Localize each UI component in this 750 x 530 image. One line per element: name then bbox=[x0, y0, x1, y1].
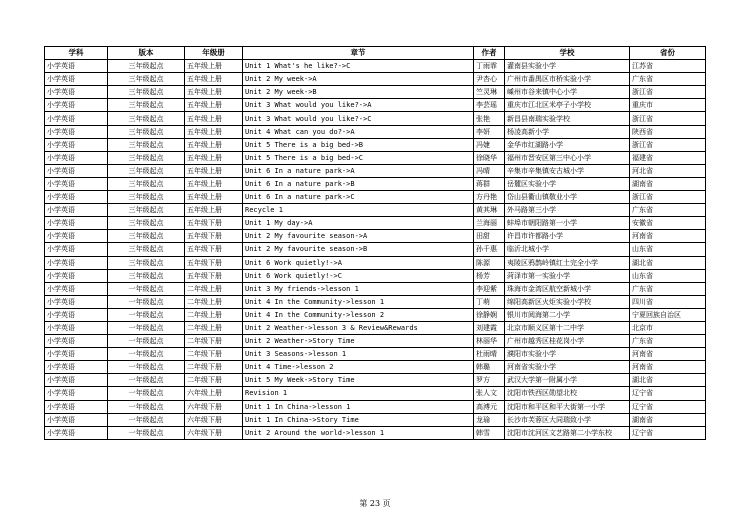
chapter-cell: Unit 3 My friends->lesson 1 bbox=[243, 282, 474, 295]
province-cell: 重庆市 bbox=[630, 99, 706, 112]
school-cell: 银川市阅海第二小学 bbox=[505, 308, 630, 321]
table-row bbox=[45, 99, 706, 112]
subject-cell: 小学英语 bbox=[45, 295, 108, 308]
subject-cell: 小学英语 bbox=[45, 99, 108, 112]
province-cell: 湖南省 bbox=[630, 177, 706, 190]
page-number: 第 23 页 bbox=[359, 499, 391, 508]
author-cell: 冯婕 bbox=[474, 138, 505, 151]
edition-cell: 一年级起点 bbox=[108, 335, 185, 348]
author-cell: 孙千惠 bbox=[474, 243, 505, 256]
subject-cell: 小学英语 bbox=[45, 361, 108, 374]
school-cell: 濮阳市实验小学 bbox=[505, 348, 630, 361]
province-cell: 山东省 bbox=[630, 243, 706, 256]
table-row bbox=[45, 177, 706, 190]
author-cell: 冯晴 bbox=[474, 164, 505, 177]
grade-volume-cell: 五年级上册 bbox=[185, 99, 243, 112]
school-cell: 沈阳市铁西区勋望北校 bbox=[505, 387, 630, 400]
edition-cell: 一年级起点 bbox=[108, 308, 185, 321]
province-cell: 辽宁省 bbox=[630, 387, 706, 400]
grade-volume-cell: 六年级上册 bbox=[185, 387, 243, 400]
author-cell: 刘建霞 bbox=[474, 321, 505, 334]
edition-cell: 三年级起点 bbox=[108, 125, 185, 138]
author-cell: 张艳 bbox=[474, 112, 505, 125]
table-row bbox=[45, 335, 706, 348]
province-cell: 河南省 bbox=[630, 348, 706, 361]
author-cell: 韩璐 bbox=[474, 361, 505, 374]
chapter-cell: Unit 1 In China->lesson 1 bbox=[243, 400, 474, 413]
subject-cell: 小学英语 bbox=[45, 426, 108, 439]
province-cell: 安徽省 bbox=[630, 217, 706, 230]
grade-volume-cell: 二年级上册 bbox=[185, 308, 243, 321]
chapter-cell: Unit 4 Time->lesson 2 bbox=[243, 361, 474, 374]
chapter-cell: Unit 5 There is a big bed->B bbox=[243, 138, 474, 151]
province-cell: 广东省 bbox=[630, 73, 706, 86]
school-cell: 珠海市金湾区航空新城小学 bbox=[505, 282, 630, 295]
subject-cell: 小学英语 bbox=[45, 321, 108, 334]
school-cell: 广州市番禺区市桥实验小学 bbox=[505, 73, 630, 86]
grade-volume-cell: 二年级下册 bbox=[185, 348, 243, 361]
author-cell: 竺灵琳 bbox=[474, 86, 505, 99]
table-row bbox=[45, 348, 706, 361]
table-row bbox=[45, 151, 706, 164]
grade-volume-cell: 五年级下册 bbox=[185, 269, 243, 282]
school-cell: 辛集市辛集镇安古城小学 bbox=[505, 164, 630, 177]
edition-cell: 三年级起点 bbox=[108, 217, 185, 230]
table-row bbox=[45, 164, 706, 177]
author-cell: 李妍 bbox=[474, 125, 505, 138]
province-cell: 湖南省 bbox=[630, 413, 706, 426]
edition-cell: 一年级起点 bbox=[108, 413, 185, 426]
subject-cell: 小学英语 bbox=[45, 348, 108, 361]
grade-volume-cell: 五年级上册 bbox=[185, 177, 243, 190]
header-grade-volume: 年级册 bbox=[185, 47, 243, 60]
grade-volume-cell: 六年级下册 bbox=[185, 413, 243, 426]
grade-volume-cell: 二年级上册 bbox=[185, 321, 243, 334]
edition-cell: 三年级起点 bbox=[108, 177, 185, 190]
edition-cell: 一年级起点 bbox=[108, 426, 185, 439]
province-cell: 北京市 bbox=[630, 321, 706, 334]
subject-cell: 小学英语 bbox=[45, 164, 108, 177]
province-cell: 广东省 bbox=[630, 282, 706, 295]
author-cell: 杜雨晴 bbox=[474, 348, 505, 361]
school-cell: 岱山县衢山镇敬业小学 bbox=[505, 191, 630, 204]
grade-volume-cell: 二年级上册 bbox=[185, 282, 243, 295]
table-row bbox=[45, 374, 706, 387]
edition-cell: 三年级起点 bbox=[108, 256, 185, 269]
edition-cell: 一年级起点 bbox=[108, 400, 185, 413]
table-row bbox=[45, 295, 706, 308]
table-row bbox=[45, 138, 706, 151]
author-cell: 黄其琳 bbox=[474, 204, 505, 217]
chapter-cell: Unit 1 My day->A bbox=[243, 217, 474, 230]
chapter-cell: Unit 2 My week->B bbox=[243, 86, 474, 99]
school-cell: 临沂北城小学 bbox=[505, 243, 630, 256]
table-row bbox=[45, 230, 706, 243]
header-edition: 版本 bbox=[108, 47, 185, 60]
records-table bbox=[44, 46, 706, 440]
school-cell: 新昌县南瑞实验学校 bbox=[505, 112, 630, 125]
edition-cell: 三年级起点 bbox=[108, 269, 185, 282]
school-cell: 长沙市芙蓉区大同瑞致小学 bbox=[505, 413, 630, 426]
chapter-cell: Unit 6 In a nature park->C bbox=[243, 191, 474, 204]
edition-cell: 一年级起点 bbox=[108, 321, 185, 334]
school-cell: 夷陵区鸦鹊岭镇红土完全小学 bbox=[505, 256, 630, 269]
school-cell: 沈阳市和平区和平大街第一小学 bbox=[505, 400, 630, 413]
author-cell: 杨芳 bbox=[474, 269, 505, 282]
subject-cell: 小学英语 bbox=[45, 60, 108, 73]
grade-volume-cell: 五年级上册 bbox=[185, 112, 243, 125]
chapter-cell: Unit 2 Weather->lesson 3 & Review&Rewards bbox=[243, 321, 474, 334]
author-cell: 徐静娴 bbox=[474, 308, 505, 321]
chapter-cell: Unit 1 In China->Story Time bbox=[243, 413, 474, 426]
edition-cell: 三年级起点 bbox=[108, 99, 185, 112]
subject-cell: 小学英语 bbox=[45, 269, 108, 282]
grade-volume-cell: 五年级上册 bbox=[185, 204, 243, 217]
chapter-cell: Unit 6 In a nature park->A bbox=[243, 164, 474, 177]
chapter-cell: Unit 6 Work quietly!->C bbox=[243, 269, 474, 282]
grade-volume-cell: 五年级下册 bbox=[185, 230, 243, 243]
table-row bbox=[45, 282, 706, 295]
author-cell: 蒋群 bbox=[474, 177, 505, 190]
edition-cell: 三年级起点 bbox=[108, 164, 185, 177]
chapter-cell: Unit 2 My week->A bbox=[243, 73, 474, 86]
grade-volume-cell: 五年级上册 bbox=[185, 86, 243, 99]
subject-cell: 小学英语 bbox=[45, 73, 108, 86]
subject-cell: 小学英语 bbox=[45, 112, 108, 125]
subject-cell: 小学英语 bbox=[45, 204, 108, 217]
chapter-cell: Unit 4 What can you do?->A bbox=[243, 125, 474, 138]
chapter-cell: Unit 5 There is a big bed->C bbox=[243, 151, 474, 164]
header-author: 作者 bbox=[474, 47, 505, 60]
table-row bbox=[45, 217, 706, 230]
school-cell: 北京市顺义区第十二中学 bbox=[505, 321, 630, 334]
edition-cell: 一年级起点 bbox=[108, 295, 185, 308]
chapter-cell: Unit 1 What's he like?->C bbox=[243, 60, 474, 73]
author-cell: 罗方 bbox=[474, 374, 505, 387]
grade-volume-cell: 五年级上册 bbox=[185, 191, 243, 204]
chapter-cell: Unit 4 In the Community->lesson 2 bbox=[243, 308, 474, 321]
edition-cell: 三年级起点 bbox=[108, 138, 185, 151]
school-cell: 嵊州市谷来镇中心小学 bbox=[505, 86, 630, 99]
author-cell: 徐晓华 bbox=[474, 151, 505, 164]
header-subject: 学科 bbox=[45, 47, 108, 60]
table-row bbox=[45, 413, 706, 426]
subject-cell: 小学英语 bbox=[45, 177, 108, 190]
chapter-cell: Unit 2 My favourite season->A bbox=[243, 230, 474, 243]
grade-volume-cell: 二年级下册 bbox=[185, 361, 243, 374]
grade-volume-cell: 五年级上册 bbox=[185, 125, 243, 138]
grade-volume-cell: 六年级下册 bbox=[185, 400, 243, 413]
subject-cell: 小学英语 bbox=[45, 387, 108, 400]
school-cell: 许昌市许都路小学 bbox=[505, 230, 630, 243]
province-cell: 广东省 bbox=[630, 335, 706, 348]
subject-cell: 小学英语 bbox=[45, 86, 108, 99]
table-row bbox=[45, 204, 706, 217]
subject-cell: 小学英语 bbox=[45, 374, 108, 387]
school-cell: 蚌埠市朝阳路第一小学 bbox=[505, 217, 630, 230]
edition-cell: 三年级起点 bbox=[108, 73, 185, 86]
edition-cell: 三年级起点 bbox=[108, 191, 185, 204]
table-row bbox=[45, 426, 706, 439]
grade-volume-cell: 五年级下册 bbox=[185, 217, 243, 230]
table-row bbox=[45, 400, 706, 413]
chapter-cell: Recycle 1 bbox=[243, 204, 474, 217]
province-cell: 广东省 bbox=[630, 204, 706, 217]
grade-volume-cell: 五年级下册 bbox=[185, 256, 243, 269]
subject-cell: 小学英语 bbox=[45, 400, 108, 413]
chapter-cell: Unit 6 In a nature park->B bbox=[243, 177, 474, 190]
subject-cell: 小学英语 bbox=[45, 125, 108, 138]
table-row bbox=[45, 86, 706, 99]
province-cell: 辽宁省 bbox=[630, 400, 706, 413]
chapter-cell: Unit 3 What would you like?->C bbox=[243, 112, 474, 125]
chapter-cell: Unit 2 Around the world->lesson 1 bbox=[243, 426, 474, 439]
subject-cell: 小学英语 bbox=[45, 308, 108, 321]
table-row bbox=[45, 73, 706, 86]
edition-cell: 一年级起点 bbox=[108, 361, 185, 374]
author-cell: 兰海丽 bbox=[474, 217, 505, 230]
grade-volume-cell: 五年级上册 bbox=[185, 151, 243, 164]
chapter-cell: Unit 2 Weather->Story Time bbox=[243, 335, 474, 348]
author-cell: 尹杏心 bbox=[474, 73, 505, 86]
province-cell: 辽宁省 bbox=[630, 426, 706, 439]
province-cell: 陕西省 bbox=[630, 125, 706, 138]
province-cell: 浙江省 bbox=[630, 112, 706, 125]
edition-cell: 三年级起点 bbox=[108, 112, 185, 125]
province-cell: 江苏省 bbox=[630, 60, 706, 73]
author-cell: 丁萌 bbox=[474, 295, 505, 308]
province-cell: 湖北省 bbox=[630, 374, 706, 387]
edition-cell: 三年级起点 bbox=[108, 243, 185, 256]
province-cell: 山东省 bbox=[630, 269, 706, 282]
school-cell: 绵阳高新区火炬实验小学校 bbox=[505, 295, 630, 308]
table-row bbox=[45, 60, 706, 73]
author-cell: 高溥元 bbox=[474, 400, 505, 413]
school-cell: 金华市红湖路小学 bbox=[505, 138, 630, 151]
edition-cell: 一年级起点 bbox=[108, 374, 185, 387]
grade-volume-cell: 二年级上册 bbox=[185, 295, 243, 308]
edition-cell: 一年级起点 bbox=[108, 282, 185, 295]
author-cell: 韩雪 bbox=[474, 426, 505, 439]
header-row bbox=[45, 47, 706, 60]
table-row bbox=[45, 125, 706, 138]
table-row bbox=[45, 269, 706, 282]
grade-volume-cell: 五年级上册 bbox=[185, 164, 243, 177]
subject-cell: 小学英语 bbox=[45, 282, 108, 295]
subject-cell: 小学英语 bbox=[45, 256, 108, 269]
subject-cell: 小学英语 bbox=[45, 151, 108, 164]
province-cell: 河南省 bbox=[630, 230, 706, 243]
school-cell: 武汉大学第一附属小学 bbox=[505, 374, 630, 387]
school-cell: 河南省实验小学 bbox=[505, 361, 630, 374]
school-cell: 岳麓区实验小学 bbox=[505, 177, 630, 190]
grade-volume-cell: 六年级下册 bbox=[185, 426, 243, 439]
grade-volume-cell: 五年级上册 bbox=[185, 138, 243, 151]
table-row bbox=[45, 321, 706, 334]
table-row bbox=[45, 256, 706, 269]
grade-volume-cell: 五年级上册 bbox=[185, 60, 243, 73]
table-row bbox=[45, 361, 706, 374]
school-cell: 菏泽市第一实验小学 bbox=[505, 269, 630, 282]
school-cell: 外马路第三小学 bbox=[505, 204, 630, 217]
province-cell: 宁夏回族自治区 bbox=[630, 308, 706, 321]
province-cell: 湖北省 bbox=[630, 256, 706, 269]
province-cell: 浙江省 bbox=[630, 138, 706, 151]
chapter-cell: Unit 3 Seasons->lesson 1 bbox=[243, 348, 474, 361]
author-cell: 林丽华 bbox=[474, 335, 505, 348]
edition-cell: 三年级起点 bbox=[108, 151, 185, 164]
author-cell: 张人文 bbox=[474, 387, 505, 400]
province-cell: 浙江省 bbox=[630, 191, 706, 204]
author-cell: 李芸瑶 bbox=[474, 99, 505, 112]
header-chapter: 章节 bbox=[243, 47, 474, 60]
author-cell: 方丹艳 bbox=[474, 191, 505, 204]
chapter-cell: Unit 2 My favourite season->B bbox=[243, 243, 474, 256]
chapter-cell: Unit 3 What would you like?->A bbox=[243, 99, 474, 112]
grade-volume-cell: 五年级下册 bbox=[185, 243, 243, 256]
school-cell: 杨凌高新小学 bbox=[505, 125, 630, 138]
chapter-cell: Unit 4 In the Community->lesson 1 bbox=[243, 295, 474, 308]
edition-cell: 一年级起点 bbox=[108, 348, 185, 361]
table-row bbox=[45, 308, 706, 321]
grade-volume-cell: 二年级下册 bbox=[185, 374, 243, 387]
subject-cell: 小学英语 bbox=[45, 243, 108, 256]
subject-cell: 小学英语 bbox=[45, 335, 108, 348]
province-cell: 浙江省 bbox=[630, 86, 706, 99]
edition-cell: 三年级起点 bbox=[108, 230, 185, 243]
table-row bbox=[45, 243, 706, 256]
table-row bbox=[45, 387, 706, 400]
chapter-cell: Unit 5 My Week->Story Time bbox=[243, 374, 474, 387]
school-cell: 重庆市江北区米亭子小学校 bbox=[505, 99, 630, 112]
province-cell: 河北省 bbox=[630, 164, 706, 177]
province-cell: 河南省 bbox=[630, 361, 706, 374]
subject-cell: 小学英语 bbox=[45, 138, 108, 151]
author-cell: 李迎紫 bbox=[474, 282, 505, 295]
subject-cell: 小学英语 bbox=[45, 230, 108, 243]
header-school: 学校 bbox=[505, 47, 630, 60]
edition-cell: 三年级起点 bbox=[108, 60, 185, 73]
province-cell: 四川省 bbox=[630, 295, 706, 308]
edition-cell: 三年级起点 bbox=[108, 204, 185, 217]
school-cell: 福州市晋安区第三中心小学 bbox=[505, 151, 630, 164]
school-cell: 广州市越秀区桂花岗小学 bbox=[505, 335, 630, 348]
edition-cell: 一年级起点 bbox=[108, 387, 185, 400]
subject-cell: 小学英语 bbox=[45, 191, 108, 204]
grade-volume-cell: 二年级下册 bbox=[185, 335, 243, 348]
province-cell: 福建省 bbox=[630, 151, 706, 164]
school-cell: 灌南县实验小学 bbox=[505, 60, 630, 73]
author-cell: 田甜 bbox=[474, 230, 505, 243]
chapter-cell: Revision 1 bbox=[243, 387, 474, 400]
table-row bbox=[45, 191, 706, 204]
author-cell: 陈源 bbox=[474, 256, 505, 269]
school-cell: 沈阳市沈河区文艺路第二小学东校 bbox=[505, 426, 630, 439]
table-row bbox=[45, 112, 706, 125]
author-cell: 龙瑜 bbox=[474, 413, 505, 426]
author-cell: 丁雨霏 bbox=[474, 60, 505, 73]
subject-cell: 小学英语 bbox=[45, 217, 108, 230]
edition-cell: 三年级起点 bbox=[108, 86, 185, 99]
grade-volume-cell: 五年级上册 bbox=[185, 73, 243, 86]
header-province: 省份 bbox=[630, 47, 706, 60]
subject-cell: 小学英语 bbox=[45, 413, 108, 426]
chapter-cell: Unit 6 Work quietly!->A bbox=[243, 256, 474, 269]
